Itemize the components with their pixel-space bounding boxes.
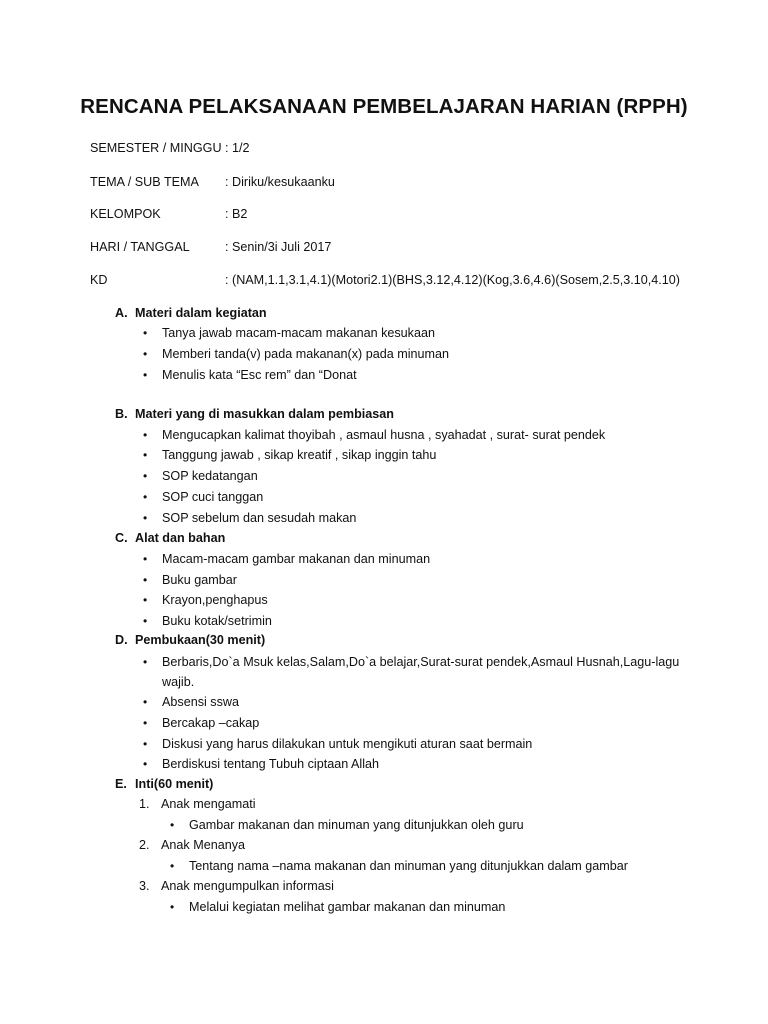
section-heading-text: Pembukaan(30 menit)	[135, 633, 266, 647]
info-label: TEMA / SUB TEMA	[90, 175, 199, 189]
bullet-icon: •	[170, 859, 175, 873]
list-item-text: Krayon,penghapus	[162, 593, 268, 607]
bullet-icon: •	[143, 347, 148, 361]
bullet-icon: •	[143, 737, 148, 751]
list-item-text: Gambar makanan dan minuman yang ditunjukkan oleh guru	[189, 818, 524, 832]
info-value: : B2	[225, 207, 248, 221]
list-item-text: Macam-macam gambar makanan dan minuman	[162, 552, 431, 566]
step-text: Anak Menanya	[161, 838, 246, 852]
section-letter: D.	[115, 633, 128, 647]
bullet-icon: •	[143, 614, 148, 628]
bullet-icon: •	[143, 511, 148, 525]
bullet-icon: •	[143, 469, 148, 483]
section-heading-text: Alat dan bahan	[135, 531, 226, 545]
bullet-icon: •	[143, 655, 148, 669]
section-heading-text: Materi dalam kegiatan	[135, 306, 267, 320]
list-item-text: Berbaris,Do`a Msuk kelas,Salam,Do`a belajar,Surat-surat pendek,Asmaul Husnah,Lagu-lagu	[162, 655, 680, 669]
step-number: 2.	[139, 838, 150, 852]
bullet-icon: •	[143, 593, 148, 607]
list-item-text: SOP cuci tanggan	[162, 490, 264, 504]
info-value: : Senin/3i Juli 2017	[225, 240, 332, 254]
step-number: 1.	[139, 797, 150, 811]
list-item-text: Berdiskusi tentang Tubuh ciptaan Allah	[162, 757, 380, 771]
info-value: : (NAM,1.1,3.1,4.1)(Motori2.1)(BHS,3.12,4.12)(Kog,3.6,4.6)(Sosem,2.5,3.10,4.10)	[225, 273, 680, 287]
bullet-icon: •	[143, 757, 148, 771]
step-text: Anak mengumpulkan informasi	[161, 879, 334, 893]
document-title: RENCANA PELAKSANAAN PEMBELAJARAN HARIAN (RPPH)	[80, 95, 688, 118]
step-number: 3.	[139, 879, 150, 893]
list-item-text: Mengucapkan kalimat thoyibah , asmaul husna , syahadat , surat- surat pendek	[162, 428, 606, 442]
list-item-text: Diskusi yang harus dilakukan untuk mengikuti aturan saat bermain	[162, 737, 533, 751]
bullet-icon: •	[143, 573, 148, 587]
list-item-text: Melalui kegiatan melihat gambar makanan dan minuman	[189, 900, 506, 914]
info-value: : Diriku/kesukaanku	[225, 175, 335, 189]
list-item-text: Tentang nama –nama makanan dan minuman yang ditunjukkan dalam gambar	[189, 859, 628, 873]
info-label: HARI / TANGGAL	[90, 240, 190, 254]
list-item-text: Absensi sswa	[162, 695, 239, 709]
step-text: Anak mengamati	[161, 797, 256, 811]
bullet-icon: •	[143, 695, 148, 709]
bullet-icon: •	[170, 900, 175, 914]
list-item-text: Bercakap –cakap	[162, 716, 260, 730]
info-label: KD	[90, 273, 108, 287]
list-item-text: SOP sebelum dan sesudah makan	[162, 511, 357, 525]
list-item-text: Memberi tanda(v) pada makanan(x) pada minuman	[162, 347, 449, 361]
bullet-icon: •	[143, 716, 148, 730]
info-value: : 1/2	[225, 141, 250, 155]
section-heading-text: Materi yang di masukkan dalam pembiasan	[135, 407, 394, 421]
bullet-icon: •	[143, 368, 148, 382]
bullet-icon: •	[143, 552, 148, 566]
list-item-text: SOP kedatangan	[162, 469, 258, 483]
info-label: KELOMPOK	[90, 207, 161, 221]
bullet-icon: •	[143, 490, 148, 504]
list-item-text: Buku kotak/setrimin	[162, 614, 272, 628]
list-item-text: Menulis kata “Esc rem” dan “Donat	[162, 368, 357, 382]
bullet-icon: •	[143, 448, 148, 462]
section-letter: A.	[115, 306, 128, 320]
section-heading-text: Inti(60 menit)	[135, 777, 214, 791]
list-item-text: Buku gambar	[162, 573, 237, 587]
section-letter: C.	[115, 531, 128, 545]
list-item-text: Tanggung jawab , sikap kreatif , sikap inggin tahu	[162, 448, 437, 462]
bullet-icon: •	[143, 326, 148, 340]
section-letter: E.	[115, 777, 127, 791]
bullet-icon: •	[143, 428, 148, 442]
bullet-icon: •	[170, 818, 175, 832]
info-label: SEMESTER / MINGGU	[90, 141, 222, 155]
list-item-text: Tanya jawab macam-macam makanan kesukaan	[162, 326, 435, 340]
list-item-text: wajib.	[162, 675, 195, 689]
section-letter: B.	[115, 407, 128, 421]
